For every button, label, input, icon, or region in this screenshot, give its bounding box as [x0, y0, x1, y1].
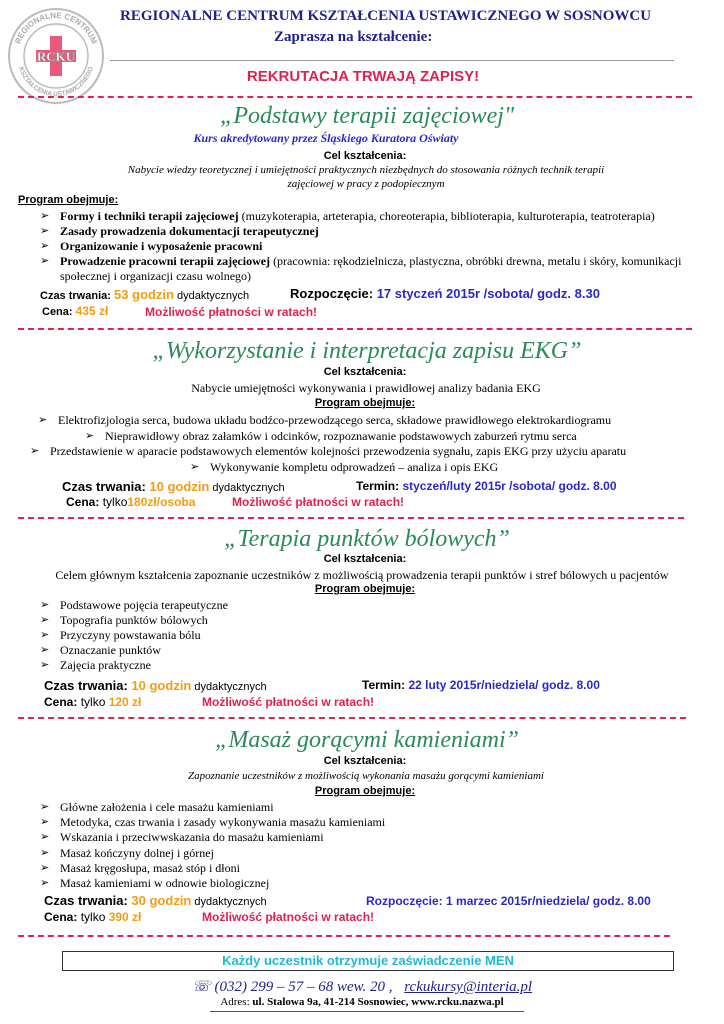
contact-line [130, 977, 594, 996]
address-line: Adres: ul. Stalowa 9a, 41-214 Sosnowiec, www.rcku.nazwa.pl [220, 996, 504, 1008]
divider [18, 517, 684, 519]
logo [6, 6, 106, 106]
course4-title: „Masaż gorącymi kamieniami” [215, 727, 519, 753]
course1-installments: Możliwość płatności w ratach! [145, 305, 318, 319]
arrow-bullet-icon: ➢ [40, 210, 50, 222]
course1-goal-label: Cel kształcenia: [323, 150, 407, 162]
email-link[interactable]: rckukursy@interia.pl [404, 979, 533, 995]
arrow-bullet-icon: ➢ [40, 862, 50, 874]
course1-start: Rozpoczęcie: 17 styczeń 2015r /sobota/ godz. 8.30 [290, 286, 600, 301]
arrow-bullet-icon: ➢ [40, 225, 50, 237]
course4-start: Rozpoczęcie: 1 marzec 2015r/niedziela/ godz. 8.00 [366, 894, 651, 908]
logo-mark: RCKU [36, 49, 76, 64]
header-rule [110, 60, 674, 61]
course4-installments: Możliwość płatności w ratach! [202, 910, 375, 924]
course1-program-label: Program obejmuje: [18, 194, 119, 206]
divider [18, 328, 692, 330]
course1-price: Cena: 435 zł [42, 304, 109, 318]
arrow-bullet-icon: ➢ [40, 255, 50, 267]
logo-text-top: REGIONALNE CENTRUM [13, 10, 99, 46]
recruitment-banner: REKRUTACJA TRWAJĄ ZAPISY! [246, 68, 480, 85]
arrow-bullet-icon: ➢ [40, 831, 50, 843]
course2-goal-label: Cel kształcenia: [323, 366, 407, 378]
certificate-text: Każdy uczestnik otrzymuje zaświadczenie MEN [222, 953, 514, 968]
course3-title: „Terapia punktów bólowych” [224, 526, 510, 552]
divider [18, 96, 692, 98]
course2-term: Termin: styczeń/luty 2015r /sobota/ godz. 8.00 [356, 479, 617, 493]
course4-price: Cena: tylko 390 zł [44, 910, 142, 924]
course1-goal-line2: zajęciowej w pracy z podopiecznym [287, 178, 445, 190]
header-title: REGIONALNE CENTRUM KSZTAŁCENIA USTAWICZNEGO W SOSNOWCU [120, 8, 652, 24]
divider [18, 717, 686, 719]
course4-goal: Zapoznanie uczestników z możliwością wykonania masażu gorącymi kamieniami [188, 770, 544, 782]
arrow-bullet-icon: ➢ [40, 877, 50, 889]
course4-program-label: Program obejmuje: [314, 785, 416, 797]
course1-accreditation: Kurs akredytowany przez Śląskiego Kuratora Oświaty [193, 131, 459, 145]
phone-icon: ☏ [191, 979, 211, 995]
course3-installments: Możliwość płatności w ratach! [202, 695, 375, 709]
arrow-bullet-icon: ➢ [40, 629, 50, 641]
arrow-bullet-icon: ➢ [40, 240, 50, 252]
footer-rule [210, 1011, 524, 1012]
arrow-bullet-icon: ➢ [40, 847, 50, 859]
course2-duration: Czas trwania: 10 godzin dydaktycznych [62, 479, 285, 494]
arrow-bullet-icon: ➢ [40, 816, 50, 828]
course3-goal: Celem głównym kształcenia zapoznanie uczestników z możliwością prowadzenia terapii punktów i stref bólowych u pacjentów [55, 568, 669, 582]
course3-term: Termin: 22 luty 2015r/niedziela/ godz. 8.00 [362, 678, 600, 692]
header-subtitle: Zaprasza na kształcenie: [274, 29, 433, 45]
arrow-bullet-icon: ➢ [40, 644, 50, 656]
certificate-box [62, 951, 674, 971]
course2-price: Cena: tylko180zł/osoba [66, 495, 196, 509]
course1-title: „Podstawy terapii zajęciowej" [219, 103, 515, 129]
arrow-bullet-icon: ➢ [85, 430, 95, 442]
course3-program-label: Program obejmuje: [314, 583, 416, 595]
arrow-bullet-icon: ➢ [190, 461, 200, 473]
list-item-continuation: społecznej i organizacji czasu wolnego) [60, 269, 252, 283]
arrow-bullet-icon: ➢ [30, 445, 40, 457]
course4-goal-label: Cel kształcenia: [323, 755, 407, 767]
course3-price: Cena: tylko 120 zł [44, 695, 142, 709]
course2-goal: Nabycie umiejętności wykonywania i prawidłowej analizy badania EKG [191, 381, 541, 395]
arrow-bullet-icon: ➢ [40, 599, 50, 611]
divider [18, 935, 670, 937]
arrow-bullet-icon: ➢ [40, 614, 50, 626]
course2-installments: Możliwość płatności w ratach! [232, 495, 405, 509]
logo-text-bottom: KSZTAŁCENIA USTAWICZNEGO [17, 66, 95, 99]
logo-emblem [6, 6, 106, 106]
course2-title: „Wykorzystanie i interpretacja zapisu EKG” [152, 338, 582, 364]
arrow-bullet-icon: ➢ [40, 659, 50, 671]
arrow-bullet-icon: ➢ [40, 801, 50, 813]
course1-goal-line1: Nabycie wiedzy teoretycznej i umiejętności praktycznych niezbędnych do stosowania różnych technik terapii [127, 164, 605, 176]
course4-duration: Czas trwania: 30 godzin dydaktycznych [44, 893, 267, 908]
phone-number: (032) 299 – 57 – 68 wew. 20 , [214, 979, 393, 995]
arrow-bullet-icon: ➢ [38, 414, 48, 426]
course3-duration: Czas trwania: 10 godzin dydaktycznych [44, 678, 267, 693]
course2-program-label: Program obejmuje: [314, 397, 416, 409]
course1-duration: Czas trwania: 53 godzin dydaktycznych [40, 287, 250, 302]
course3-goal-label: Cel kształcenia: [323, 553, 407, 565]
